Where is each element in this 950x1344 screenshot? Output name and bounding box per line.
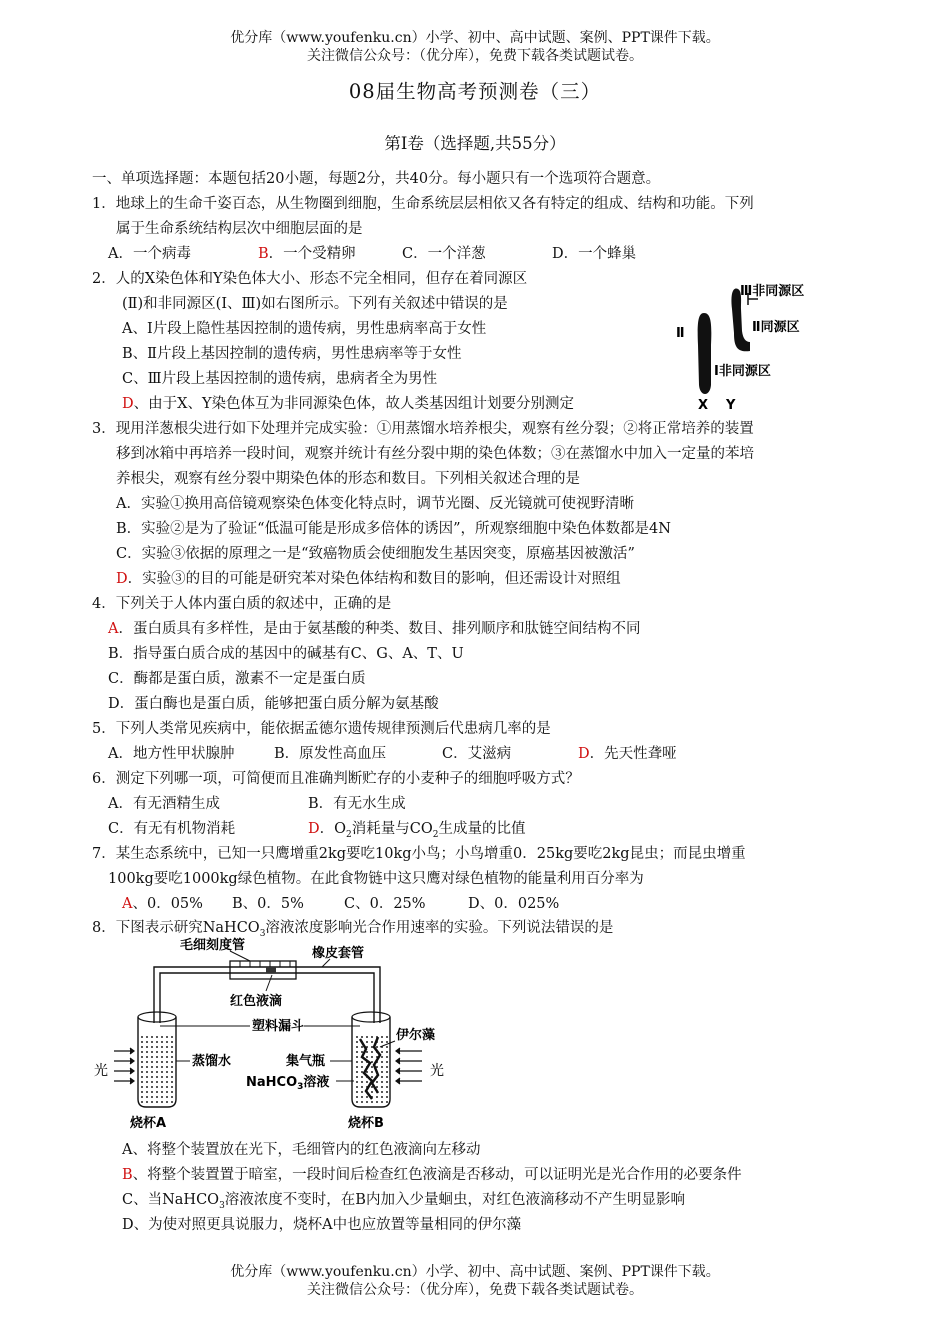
label-beaker-b: 烧杯B bbox=[348, 1116, 384, 1131]
q1-option-d: D．一个蜂巢 bbox=[552, 246, 637, 262]
label-capillary: 毛细刻度管 bbox=[180, 938, 246, 953]
q7-answer-key: A bbox=[122, 896, 133, 912]
q8-answer-key: B bbox=[122, 1167, 133, 1183]
q6-option-a: A．有无酒精生成 bbox=[108, 796, 220, 812]
q7-option-b: B、0．5% bbox=[232, 896, 304, 912]
label-funnel: 塑料漏斗 bbox=[252, 1019, 305, 1034]
q1-option-c: C．一个洋葱 bbox=[402, 246, 486, 262]
label-solution: NaHCO$_3$溶液 bbox=[246, 1075, 330, 1092]
q6-option-d: D．$O_2$消耗量与$CO_2$生成量的比值 bbox=[308, 821, 526, 840]
q2-option-b: B、Ⅱ片段上基因控制的遗传病，男性患病率等于女性 bbox=[122, 346, 462, 362]
q7-stem-line-2: 100kg要吃1000kg绿色植物。在此食物链中这只鹰对绿色植物的能量利用百分率为 bbox=[108, 871, 644, 887]
label-light-left: 光 bbox=[94, 1063, 108, 1079]
q7-option-d: D、0．025% bbox=[468, 896, 560, 912]
label-water: 蒸馏水 bbox=[192, 1054, 232, 1069]
q2-stem-line-2: (Ⅱ)和非同源区(Ⅰ、Ⅲ)如右图所示。下列有关叙述中错误的是 bbox=[122, 296, 508, 312]
q2-answer-key: D bbox=[122, 396, 134, 412]
label-region-iii: Ⅲ非同源区 bbox=[740, 284, 805, 299]
label-light-right: 光 bbox=[430, 1063, 444, 1079]
q1-option-a: A．一个病毒 bbox=[108, 246, 191, 262]
q1-option-b: B．一个受精卵 bbox=[258, 246, 356, 262]
q3-stem-line-1: 3．现用洋葱根尖进行如下处理并完成实验：①用蒸馏水培养根尖，观察有丝分裂；②将正常培养的装置 bbox=[92, 421, 754, 437]
q5-stem: 5．下列人类常见疾病中，能依据孟德尔遗传规律预测后代患病几率的是 bbox=[92, 721, 551, 737]
label-beaker-a: 烧杯A bbox=[130, 1116, 167, 1131]
q1-stem-line-2: 属于生命系统结构层次中细胞层面的是 bbox=[116, 221, 363, 237]
q5-option-b: B．原发性高血压 bbox=[274, 746, 387, 762]
label-elodea: 伊尔藻 bbox=[396, 1028, 436, 1043]
q1-answer-key: B bbox=[258, 246, 269, 262]
q7-stem-line-1: 7．某生态系统中，已知一只鹰增重2kg要吃10kg小鸟；小鸟增重0．25kg要吃2kg昆虫；而昆虫增重 bbox=[92, 846, 746, 862]
q4-answer-key: A bbox=[108, 621, 119, 637]
q2-option-a: A、Ⅰ片段上隐性基因控制的遗传病，男性患病率高于女性 bbox=[122, 321, 487, 337]
header-line-2: 关注微信公众号：（优分库），免费下载各类试题试卷。 bbox=[307, 48, 643, 64]
label-x: X bbox=[698, 398, 709, 413]
q8-option-a: A、将整个装置放在光下，毛细管内的红色液滴向左移动 bbox=[122, 1142, 481, 1158]
label-ii-left: Ⅱ bbox=[676, 326, 685, 341]
q8-option-b: B、将整个装置置于暗室，一段时间后检查红色液滴是否移动，可以证明光是光合作用的必要条件 bbox=[122, 1167, 742, 1183]
q3-option-d: D．实验③的目的可能是研究苯对染色体结构和数目的影响，但还需设计对照组 bbox=[116, 571, 621, 587]
q3-stem-line-3: 养根尖，观察有丝分裂中期染色体的形态和数目。下列相关叙述合理的是 bbox=[116, 471, 580, 487]
q5-option-a: A．地方性甲状腺肿 bbox=[108, 746, 235, 762]
q2-option-c: C、Ⅲ片段上基因控制的遗传病，患病者全为男性 bbox=[122, 371, 438, 387]
q3-option-c: C．实验③依据的原理之一是“致癌物质会使细胞发生基因突变，原癌基因被激活” bbox=[116, 546, 635, 562]
q6-option-c: C．有无有机物消耗 bbox=[108, 821, 236, 837]
label-y: Y bbox=[726, 398, 736, 413]
q4-option-b: B．指导蛋白质合成的基因中的碱基有C、G、A、T、U bbox=[108, 646, 464, 662]
section-intro: 一、单项选择题：本题包括20小题，每题2分，共40分。每小题只有一个选项符合题意。 bbox=[92, 171, 661, 187]
header-line-1: 优分库（www.youfenku.cn）小学、初中、高中试题、案例、PPT课件下载。 bbox=[230, 30, 720, 46]
q8-option-c: C、当NaHCO$_3$溶液浓度不变时，在B内加入少量蛔虫，对红色液滴移动不产生明显影响 bbox=[122, 1192, 685, 1211]
label-red-drop: 红色液滴 bbox=[230, 994, 283, 1009]
distilled-water bbox=[140, 1035, 174, 1105]
light-arrows-left bbox=[114, 1048, 134, 1084]
q8-stem: 8．下图表示研究NaHCO$_3$溶液浓度影响光合作用速率的实验。下列说法错误的是 bbox=[92, 920, 614, 939]
x-chromosome-shape bbox=[698, 313, 712, 394]
q4-option-c: C．酶都是蛋白质，激素不一定是蛋白质 bbox=[108, 671, 366, 687]
footer-line-1: 优分库（www.youfenku.cn）小学、初中、高中试题、案例、PPT课件下载。 bbox=[230, 1264, 720, 1280]
q7-option-c: C、0．25% bbox=[344, 896, 426, 912]
q1-stem-line-1: 1．地球上的生命千姿百态，从生物圈到细胞，生命系统层层相依又各有特定的组成、结构和功能。下列 bbox=[92, 196, 754, 212]
photosynthesis-apparatus-figure bbox=[90, 935, 460, 1135]
red-liquid-drop bbox=[266, 967, 276, 973]
q6-stem: 6．测定下列哪一项，可简便而且准确判断贮存的小麦种子的细胞呼吸方式？ bbox=[92, 771, 580, 787]
label-rubber: 橡皮套管 bbox=[312, 946, 365, 961]
footer-line-2: 关注微信公众号：（优分库），免费下载各类试题试卷。 bbox=[307, 1282, 643, 1298]
q2-stem-line-1: 2．人的X染色体和Y染色体大小、形态不完全相同，但存在着同源区 bbox=[92, 271, 528, 287]
chromosome-figure bbox=[670, 275, 840, 415]
q5-option-d: D．先天性聋哑 bbox=[578, 746, 677, 762]
q4-option-d: D．蛋白酶也是蛋白质，能够把蛋白质分解为氨基酸 bbox=[108, 696, 439, 712]
label-bottle: 集气瓶 bbox=[286, 1054, 326, 1069]
q6-option-b: B．有无水生成 bbox=[308, 796, 406, 812]
section-subtitle: 第Ⅰ卷（选择题,共55分） bbox=[384, 134, 566, 153]
label-region-ii: Ⅱ同源区 bbox=[752, 320, 800, 335]
q3-answer-key: D bbox=[116, 571, 128, 587]
light-arrows-right bbox=[396, 1048, 422, 1084]
q2-option-d: D、由于X、Y染色体互为非同源染色体，故人类基因组计划要分别测定 bbox=[122, 396, 575, 412]
q4-option-a: A．蛋白质具有多样性，是由于氨基酸的种类、数目、排列顺序和肽链空间结构不同 bbox=[108, 621, 641, 637]
q3-option-b: B．实验②是为了验证“低温可能是形成多倍体的诱因”，所观察细胞中染色体数都是4N bbox=[116, 521, 671, 537]
page-title: 08届生物高考预测卷（三） bbox=[348, 80, 602, 103]
q3-stem-line-2: 移到冰箱中再培养一段时间，观察并统计有丝分裂中期的染色体数；③在蒸馏水中加入一定量的苯培 bbox=[116, 446, 754, 462]
q3-option-a: A．实验①换用高倍镜观察染色体变化特点时，调节光圈、反光镜就可使视野清晰 bbox=[116, 496, 634, 512]
q4-stem: 4．下列关于人体内蛋白质的叙述中，正确的是 bbox=[92, 596, 392, 612]
q7-option-a: A、0．05% bbox=[122, 896, 203, 912]
q8-option-d: D、为使对照更具说服力，烧杯A中也应放置等量相同的伊尔藻 bbox=[122, 1217, 522, 1233]
label-region-i: Ⅰ非同源区 bbox=[714, 364, 771, 379]
q6-answer-key: D bbox=[308, 821, 320, 837]
q5-answer-key: D bbox=[578, 746, 590, 762]
q5-option-c: C．艾滋病 bbox=[442, 746, 512, 762]
